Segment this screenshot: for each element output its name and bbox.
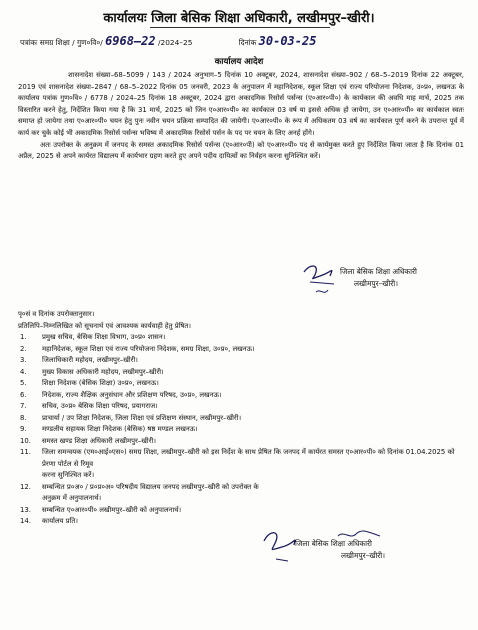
order-title: कार्यालय आदेश — [214, 57, 264, 67]
title-underline — [150, 27, 330, 28]
order-paragraph-2: अतः उपरोक्त के अनुक्रम में जनपद के समस्त अकादमिक रिसोर्स पर्सन्स (ए०आर०पी) को ए०आर०पी० पद से कार्यमुक्त करते हुए निर्देशित किया जाता है कि दिनांक 01 अप्रैल, 2025 से अपने कार्यरत विद्यालय में कार्यभार ग्रहण करते हुए अपने पदीय दायित्वों का निर्वहन करना सुनिश्चित करें। — [18, 140, 464, 161]
list-item — [18, 447, 464, 482]
list-item — [18, 344, 464, 356]
order-body — [18, 70, 464, 163]
list-item-line: करना सुनिश्चित करें। — [42, 471, 95, 479]
office-title: कार्यालयः जिला बेसिक शिक्षा अधिकारी, लखीमपुर–खीरी। — [103, 11, 375, 26]
list-item-text — [42, 390, 464, 402]
list-item-line: निदेशक, राज्य शैक्षिक अनुसंधान और प्रशिक्षण परिषद, उ०प्र०, लखनऊ। — [42, 390, 222, 399]
list-item-line: समस्त खण्ड शिक्षा अधिकारी लखीमपुर–खीरी। — [42, 436, 156, 445]
distribution-heading: पृ०सं व दिनांक उपरोक्तानुसार। — [18, 310, 95, 318]
list-item-line: मुख्य विकास अधिकारी महोदय, लखीमपुर–खीरी। — [42, 367, 164, 376]
list-item-text — [42, 401, 464, 413]
list-item — [18, 378, 464, 390]
list-item-line: जिला समन्वयक (एम०आई०एस०) समग्र शिक्षा, लखीमपुर–खीरी को इस निर्देश के साथ प्रेषित कि जनपद में कार्यरत समस्त ए०आर०पी० को दिनांक 01.04.2025 को प्रेरणा पोर्टल से रिमूव — [42, 448, 455, 468]
list-item-text — [42, 332, 464, 344]
list-item — [18, 482, 464, 505]
list-item — [18, 401, 464, 413]
list-item-number: 13. — [20, 505, 31, 514]
distribution-intro: प्रतिलिपि–निम्नलिखित को सूचनार्थ एवं आवश्यक कार्यवाही हेतु प्रेषित। — [18, 321, 191, 330]
list-item-line: सम्बन्धित प्र०अ० / प्र०प्र०अ० परिषदीय विद्यालय जनपद लखीमपुर–खीरी को उपरोक्त के — [42, 482, 259, 491]
list-item-text — [42, 482, 464, 505]
list-item-text — [42, 413, 464, 425]
date-label: दिनांक — [238, 38, 257, 47]
list-item-line: अनुक्रम में अनुपालनार्थ। — [42, 494, 102, 502]
distribution-list — [18, 309, 464, 528]
list-item-line: शिक्षा निदेशक (बेसिक शिक्षा) उ०प्र०, लखनऊ। — [42, 379, 159, 387]
list-item-number: 7. — [20, 402, 27, 410]
signature-1-location: लखीमपुर–खीरी। — [354, 279, 399, 288]
distribution-items — [18, 332, 464, 528]
list-item — [18, 413, 464, 425]
signature-1-designation: जिला बेसिक शिक्षा अधिकारी — [340, 267, 417, 276]
list-item — [18, 516, 464, 528]
list-item-text — [42, 447, 464, 482]
list-item-text — [42, 378, 464, 390]
list-item-text — [42, 516, 464, 528]
ref-number-handwritten: 6968–22 — [105, 34, 156, 48]
list-item-number: 6. — [20, 390, 27, 399]
list-item-text — [42, 505, 464, 517]
list-item — [18, 355, 464, 367]
list-item-line: जिलाधिकारी महोदय, लखीमपुर–खीरी। — [42, 356, 138, 364]
ref-suffix: /2024–25 — [158, 38, 193, 47]
list-item — [18, 367, 464, 379]
signature-2 — [295, 538, 385, 562]
list-item-text — [42, 344, 464, 356]
signature-2-designation: जिला बेसिक शिक्षा अधिकारी — [295, 539, 372, 548]
list-item — [18, 505, 464, 517]
list-item-number: 12. — [20, 482, 31, 491]
ref-prefix: पत्रांकः समग्र शिक्षा / गुण०वि०/ — [20, 38, 103, 47]
list-item-text — [42, 355, 464, 367]
date-handwritten: 30-03-25 — [258, 34, 317, 48]
list-item-line: महानिदेशक, स्कूल शिक्षा एवं राज्य परियोजना निदेशक, समग्र शिक्षा, उ०प्र०, लखनऊ। — [42, 344, 255, 353]
list-item-line: कार्यालय प्रति। — [42, 517, 78, 525]
list-item-number: 9. — [20, 425, 27, 433]
list-item-number: 11. — [20, 448, 31, 456]
list-item — [18, 436, 464, 448]
signature-1-scrawl — [300, 262, 340, 304]
list-item-line: प्रमुख सचिव, बेसिक शिक्षा विभाग, उ०प्र० शासन। — [42, 333, 166, 341]
list-item-number: 1. — [20, 333, 27, 341]
list-item-number: 4. — [20, 367, 27, 376]
reference-line — [20, 34, 316, 48]
list-item-text — [42, 367, 464, 379]
list-item — [18, 332, 464, 344]
signature-1 — [340, 266, 417, 290]
list-item-number: 5. — [20, 379, 27, 387]
list-item-line: मण्डलीय सहायक शिक्षा निदेशक (बेसिक) षष्ठ मण्डल लखनऊ। — [42, 425, 198, 433]
list-item-number: 14. — [20, 517, 31, 525]
list-item-number: 10. — [20, 436, 31, 445]
list-item-number: 3. — [20, 356, 27, 364]
list-item — [18, 424, 464, 436]
list-item-number: 2. — [20, 344, 27, 353]
list-item-line: सचिव, उ०प्र० बेसिक शिक्षा परिषद, प्रयागराज। — [42, 402, 158, 410]
signature-2-location: लखीमपुर–खीरी। — [341, 551, 386, 560]
list-item-line: प्राचार्या / उप शिक्षा निदेशक, जिला शिक्षा एवं प्रशिक्षण संस्थान, लखीमपुर–खीरी। — [42, 413, 242, 422]
list-item-text — [42, 436, 464, 448]
list-item-text — [42, 424, 464, 436]
list-item — [18, 390, 464, 402]
list-item-line: सम्बन्धित ए०आर०पी० लखीमपुर–खीरी को अनुपालनार्थ। — [42, 505, 182, 514]
order-paragraph-1: शासनादेश संख्या–68–5099 / 143 / 2024 अनुभाग–5 दिनांक 10 अक्टूबर, 2024, शासनादेश संख्या–902 / 68–5–2019 दिनांक 22 अक्टूबर, 2019 एवं शासनादेश संख्या–2847 / 68–5–2022 दिनांक 05 जनवरी, 2023 के अनुपालन में महानिदेशक, स्कूल शिक्षा एवं राज्य परियोजना निदेशक, उ०प्र०, लखनऊ के कार्यालय पत्रांक गुण०वि० / 6778 / 2024–25 दिनांक 18 अक्टूबर, 2024 द्वारा अकादमिक रिसोर्स पर्सन्स (ए०आर०पी०) के कार्यकाल की अवधि माह मार्च, 2025 तक विस्तारित करने हेतु, निर्देशित किया गया है कि 31 मार्च, 2025 को जिन ए०आर०पी० का कार्यकाल 03 वर्ष या इससे अधिक हो जायेगा, उन ए०आर०पी० का कार्यकाल स्वतः समाप्त हो जायेगा तथा ए०आर०पी० चयन हेतु पुनः नवीन चयन प्रक्रिया सम्पादित की जायेगी। ए०आर०पी० के रूप में अधिकतम 03 वर्ष का कार्यकाल पूर्ण करने के उपरान्त पूर्व में कार्य कर चुके कोई भी अकादमिक रिसोर्स पर्सन्स भविष्य में अकादमिक रिसोर्स पर्सन के पद पर चयन के लिए अनर्ह होंगे। — [18, 71, 464, 137]
list-item-number: 8. — [20, 413, 27, 422]
